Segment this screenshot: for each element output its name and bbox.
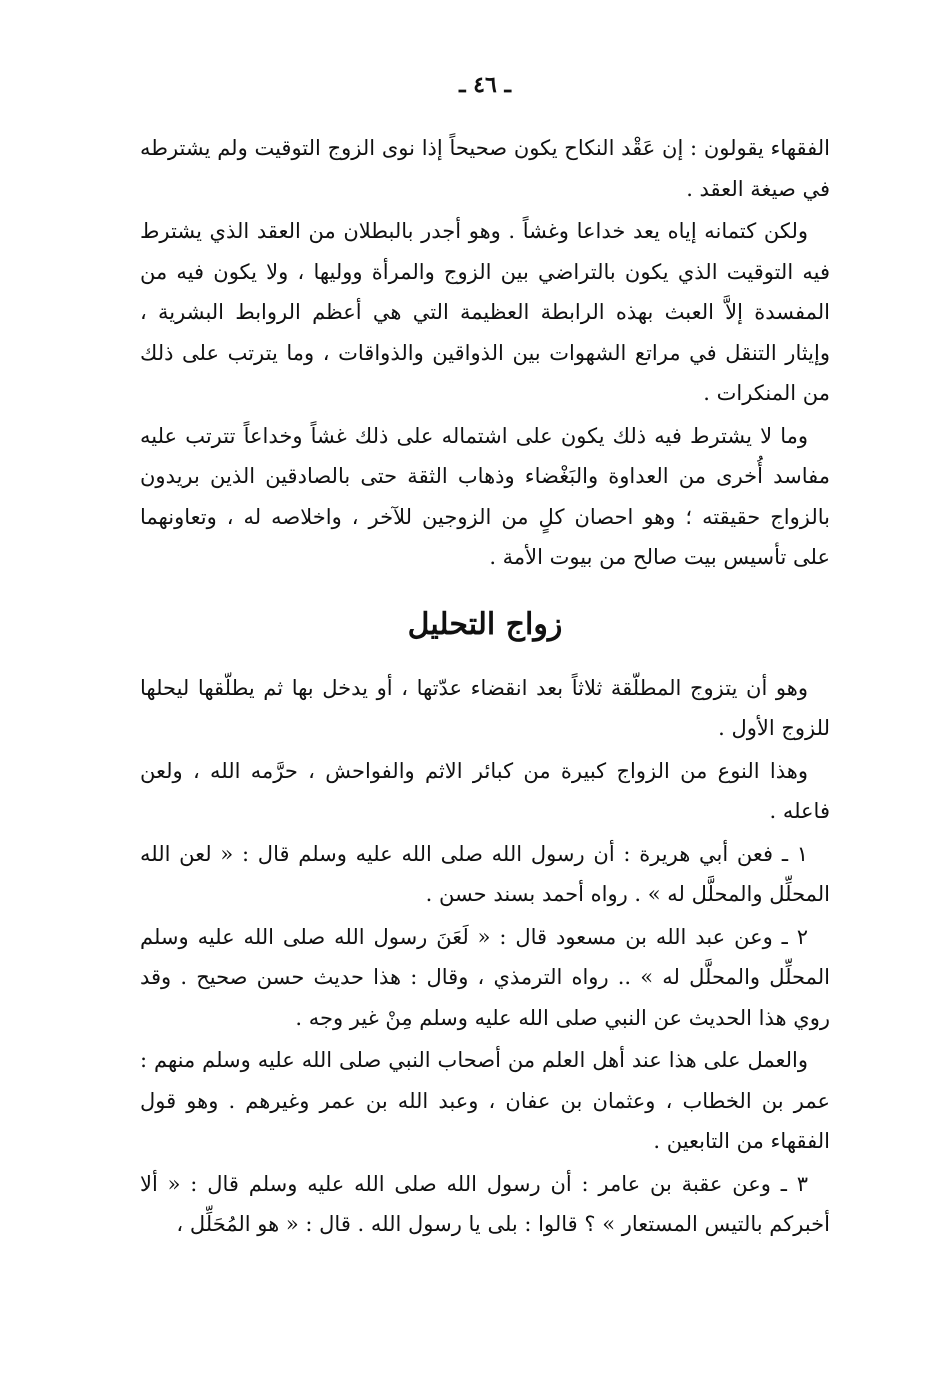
hadith-2: ٢ ـ وعن عبد الله بن مسعود قال : « لَعَنَ رسول الله صلى الله عليه وسلم المحلِّل والمحلَّل له » .. رواه الترمذي ، وقال : هذا حديث حسن صحيح . وقد روي هذا الحديث عن النبي صلى الله عليه وسلم مِنْ غير وجه . (140, 924, 830, 1030)
hadith-1: ١ ـ فعن أبي هريرة : أن رسول الله صلى الله عليه وسلم قال : « لعن الله المحلِّل والمحلَّل له » . رواه أحمد بسند حسن . (140, 841, 830, 906)
paragraph-5: وهذا النوع من الزواج كبيرة من كبائر الاثم والفواحش ، حرَّمه الله ، ولعن فاعله . (140, 758, 830, 823)
paragraph-2: ولكن كتمانه إياه يعد خداعا وغشاً . وهو أجدر بالبطلان من العقد الذي يشترط فيه التوقيت الذي يكون بالتراضي بين الزوج والمرأة ووليها ، ولا يكون فيه من المفسدة إلاَّ العبث بهذه الرابطة العظيمة التي هي أعظم الروابط البشرية ، وإيثار التنقل في مراتع الشهوات بين الذواقين والذواقات ، وما يترتب على ذلك من المنكرات . (140, 219, 830, 405)
section-heading: زواج التحليل (407, 606, 563, 642)
hadith-3: ٣ ـ وعن عقبة بن عامر : أن رسول الله صلى الله عليه وسلم قال : « ألا أخبركم بالتيس المستعار » ؟ قالوا : بلى يا رسول الله . قال : « هو المُحَلِّل ، (140, 1171, 830, 1236)
paragraph-4: وهو أن يتزوج المطلّقة ثلاثاً بعد انقضاء عدّتها ، أو يدخل بها ثم يطلّقها ليحلها للزوج الأول . (140, 675, 830, 740)
paragraph-1: الفقهاء يقولون : إن عَقْد النكاح يكون صحيحاً إذا نوى الزوج التوقيت ولم يشترطه في صيغة العقد . (140, 136, 830, 201)
paragraph-3: وما لا يشترط فيه ذلك يكون على اشتماله على ذلك غشاً وخداعاً تترتب عليه مفاسد أُخرى من العداوة والبَغْضاء وذهاب الثقة حتى بالصادقين الذين بريدون بالزواج حقيقته ؛ وهو احصان كلٍ من الزوجين للآخر ، واخلاصه له ، وتعاونهما على تأسيس بيت صالح من بيوت الأمة . (140, 423, 830, 569)
book-page (140, 70, 830, 1247)
paragraph-scholars: والعمل على هذا عند أهل العلم من أصحاب النبي صلى الله عليه وسلم منهم : عمر بن الخطاب ، وعثمان بن عفان ، وعبد الله بن عمر وغيرهم . وهو قول الفقهاء من التابعين . (140, 1048, 830, 1153)
page-number: ـ ٤٦ ـ (459, 72, 511, 98)
